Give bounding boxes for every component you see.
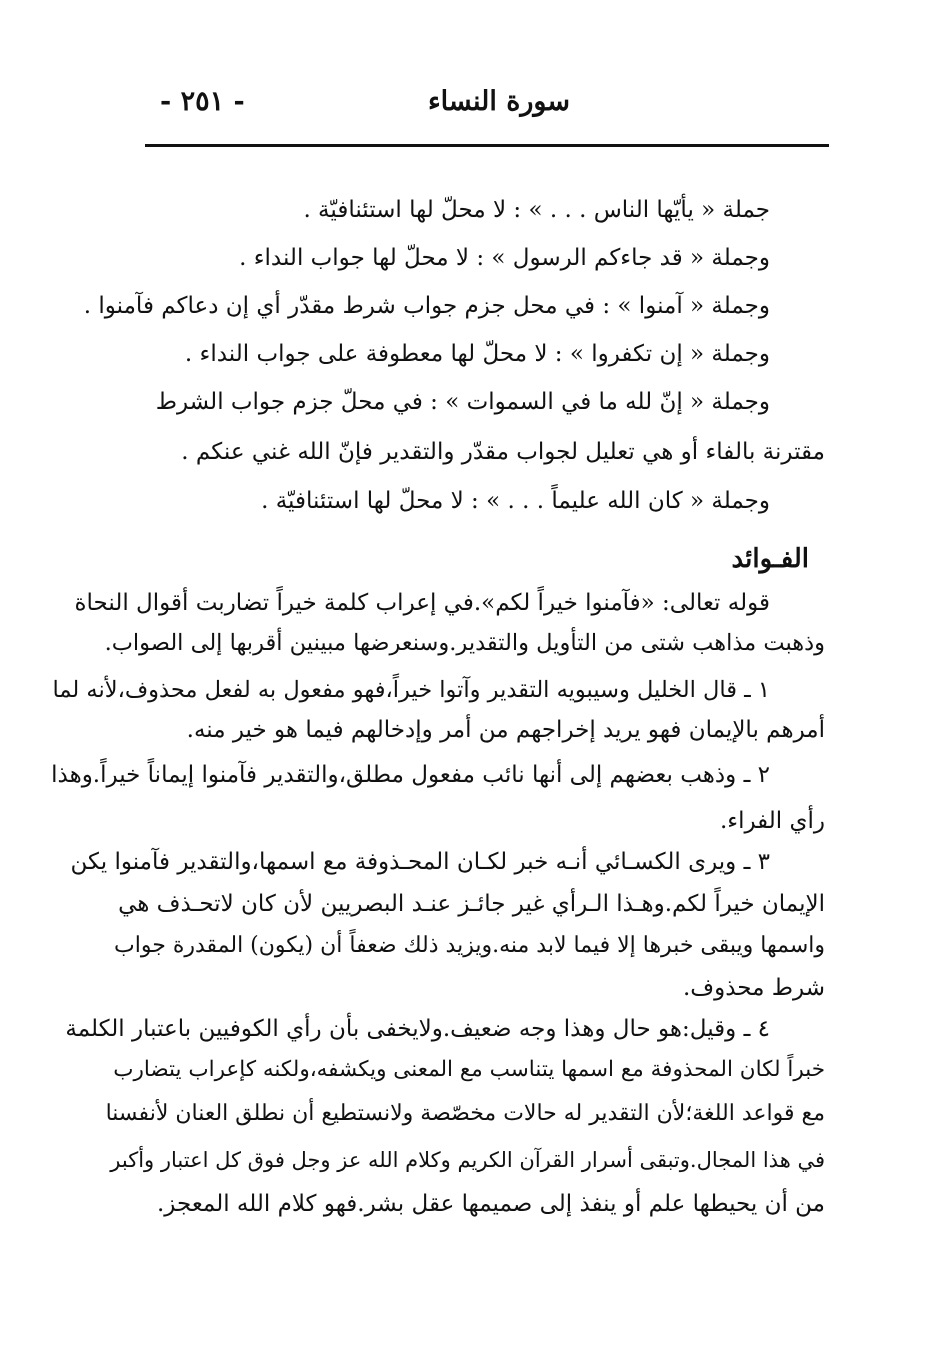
paragraph-line: ٤ ـ وقيل:هو حال وهذا وجه ضعيف.ولايخفى بأن رأي الكوفيين باعتبار الكلمة (65, 1016, 770, 1042)
grammar-line: وجملة « كان الله عليماً . . . » : لا محلّ لها استئنافيّة . (261, 488, 770, 514)
paragraph-line: مع قواعد اللغة؛لأن التقدير له حالات مخصّصة ولانستطيع أن نطلق العنان لأنفسنا (105, 1101, 825, 1126)
paragraph-line: وذهبت مذاهب شتى من التأويل والتقدير.وسنعرضها مبينين أقربها إلى الصواب. (104, 630, 825, 656)
page-header (140, 86, 830, 126)
paragraph-line: رأي الفراء. (719, 808, 825, 834)
paragraph-line: الإيمان خيراً لكم.وهـذا الـرأي غير جائـز عنـد البصريين لأن كان لاتحـذف هي (118, 891, 825, 917)
page-number: - ٢٥١ - (160, 86, 245, 117)
paragraph-line: أمرهم بالإيمان فهو يريد إخراجهم من أمر وإدخالهم فيما هو خير منه. (186, 717, 825, 743)
grammar-line: وجملة « قد جاءكم الرسول » : لا محلّ لها جواب النداء . (239, 245, 770, 271)
paragraph-line: ٣ ـ ويرى الكسـائي أنـه خبر لكـان المحـذوفة مع اسمها،والتقدير فآمنوا يكن (70, 849, 770, 875)
grammar-line: وجملة « آمنوا » : في محل جزم جواب شرط مقدّر أي إن دعاكم فآمنوا . (83, 293, 770, 319)
header-rule (145, 144, 829, 147)
paragraph-line: شرط محذوف. (682, 975, 825, 1001)
paragraph-line: واسمها ويبقى خبرها إلا فيما لابد منه.ويزيد ذلك ضعفاً أن (يكون) المقدرة جواب (114, 933, 825, 958)
grammar-line: جملة « يأيّها الناس . . . » : لا محلّ لها استئنافيّة . (303, 197, 770, 223)
running-title: سورة النساء (427, 86, 570, 117)
grammar-line: وجملة « إنّ لله ما في السموات » : في محلّ جزم جواب الشرط (155, 389, 770, 415)
grammar-line: مقترنة بالفاء أو هي تعليل لجواب مقدّر والتقدير فإنّ الله غني عنكم . (181, 439, 825, 465)
paragraph-line: قوله تعالى: «فآمنوا خيراً لكم».في إعراب كلمة خيراً تضاربت أقوال النحاة (74, 590, 770, 616)
grammar-line: وجملة « إن تكفروا » : لا محلّ لها معطوفة على جواب النداء . (184, 341, 770, 367)
section-title: الفـوائد (731, 544, 809, 574)
paragraph-line: ١ ـ قال الخليل وسيبويه التقدير وآتوا خيراً،فهو مفعول به لفعل محذوف،لأنه لما (52, 677, 770, 703)
paragraph-line: ٢ ـ وذهب بعضهم إلى أنها نائب مفعول مطلق،والتقدير فآمنوا إيماناً خيراً.وهذا (51, 762, 770, 788)
paragraph-line: من أن يحيطها علم أو ينفذ إلى صميمها عقل بشر.فهو كلام الله المعجز. (156, 1191, 825, 1217)
paragraph-line: في هذا المجال.وتبقى أسرار القرآن الكريم وكلام الله عز وجل فوق كل اعتبار وأكبر (110, 1148, 825, 1172)
paragraph-line: خبراً لكان المحذوفة مع اسمها يتناسب مع المعنى ويكشفه،ولكنه كإعراب يتضارب (113, 1057, 825, 1082)
